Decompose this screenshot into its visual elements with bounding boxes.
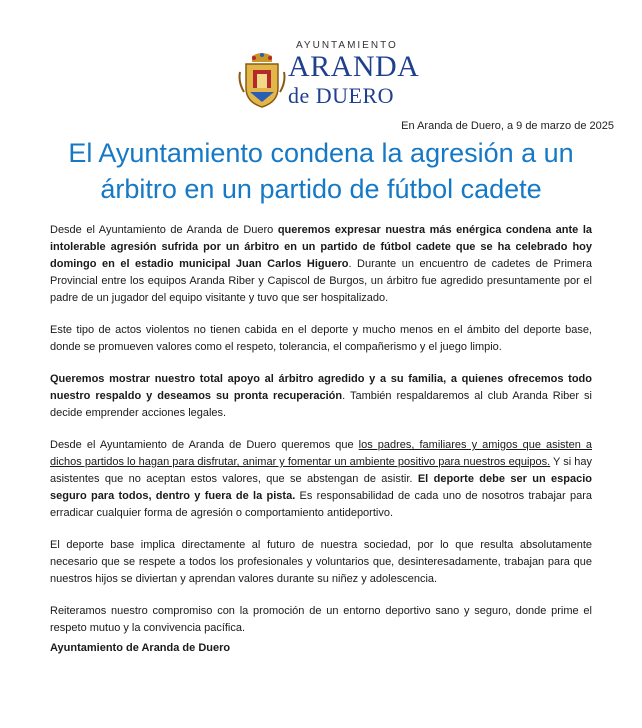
paragraph-text: . Durante un encuentro de cadetes de Primera Provincial entre los equipos Aranda Riber y Capiscol de Burgos, un árbitro fue agredido presuntamente por el padre de un jugador del equipo visitante y tuvo que ser hospitalizado.: [50, 258, 592, 304]
paragraph-text: Es responsabilidad de cada uno de nosotros trabajar para erradicar cualquier forma de agresión o comportamiento antideportivo.: [50, 490, 592, 519]
logo-line-2: de DUERO: [288, 83, 395, 108]
paragraph-text: Y si hay asistentes que no aceptan estos valores, que se abstengan de asistir.: [50, 456, 592, 485]
signature: Ayuntamiento de Aranda de Duero: [50, 642, 231, 654]
paragraph: [50, 537, 592, 588]
article-body: [50, 222, 592, 652]
emphasis-text: El deporte debe ser un espacio seguro para todos, dentro y fuera de la pista.: [50, 473, 592, 502]
document-date: En Aranda de Duero, a 9 de marzo de 2025: [401, 120, 614, 132]
logo-line-1: ARANDA: [288, 50, 420, 83]
underlined-text: los padres, familiares y amigos que asisten a dichos partidos lo hagan para disfrutar, animar y fomentar un ambiente positivo para nuestros equipos.: [50, 439, 592, 468]
logo-subtitle: AYUNTAMIENTO: [296, 40, 398, 51]
paragraph-text: Desde el Ayuntamiento de Aranda de Duero queremos que: [50, 439, 359, 451]
paragraph: [50, 371, 592, 422]
coat-of-arms-icon: [238, 52, 286, 108]
paragraph: [50, 222, 592, 307]
paragraph: [50, 322, 592, 356]
paragraph-text: . También respaldaremos al club Aranda Riber si decide emprender acciones legales.: [50, 390, 592, 419]
paragraph-text: Reiteramos nuestro compromiso con la promoción de un entorno deportivo sano y seguro, donde prime el respeto mutuo y la convivencia pacífica.: [50, 605, 592, 634]
paragraph: [50, 437, 592, 522]
paragraph-text: Desde el Ayuntamiento de Aranda de Duero: [50, 224, 278, 236]
paragraph-text: Este tipo de actos violentos no tienen cabida en el deporte y mucho menos en el ámbito del deporte base, donde se promueven valores como el respeto, tolerancia, el compañerismo y el juego limpio.: [50, 324, 592, 353]
paragraph: [50, 603, 592, 637]
emphasis-text: Queremos mostrar nuestro total apoyo al árbitro agredido y a su familia, a quienes ofrecemos todo nuestro respaldo y deseamos su pronta recuperación: [50, 373, 592, 402]
headline: El Ayuntamiento condena la agresión a un árbitro en un partido de fútbol cadete: [68, 138, 574, 204]
paragraph-text: El deporte base implica directamente al futuro de nuestra sociedad, por lo que resulta absolutamente necesario que se respete a todos los profesionales y voluntarios que, desinteresadamente, trabajan para que nuestros hijos se diviertan y aprendan valores durante su niñez y adolescencia.: [50, 539, 592, 585]
emphasis-text: queremos expresar nuestra más enérgica condena ante la intolerable agresión sufrida por un árbitro en un partido de fútbol cadete que se ha celebrado hoy domingo en el estadio municipal Juan Carlos Higuero: [50, 224, 592, 270]
ayuntamiento-logo: [238, 40, 420, 108]
